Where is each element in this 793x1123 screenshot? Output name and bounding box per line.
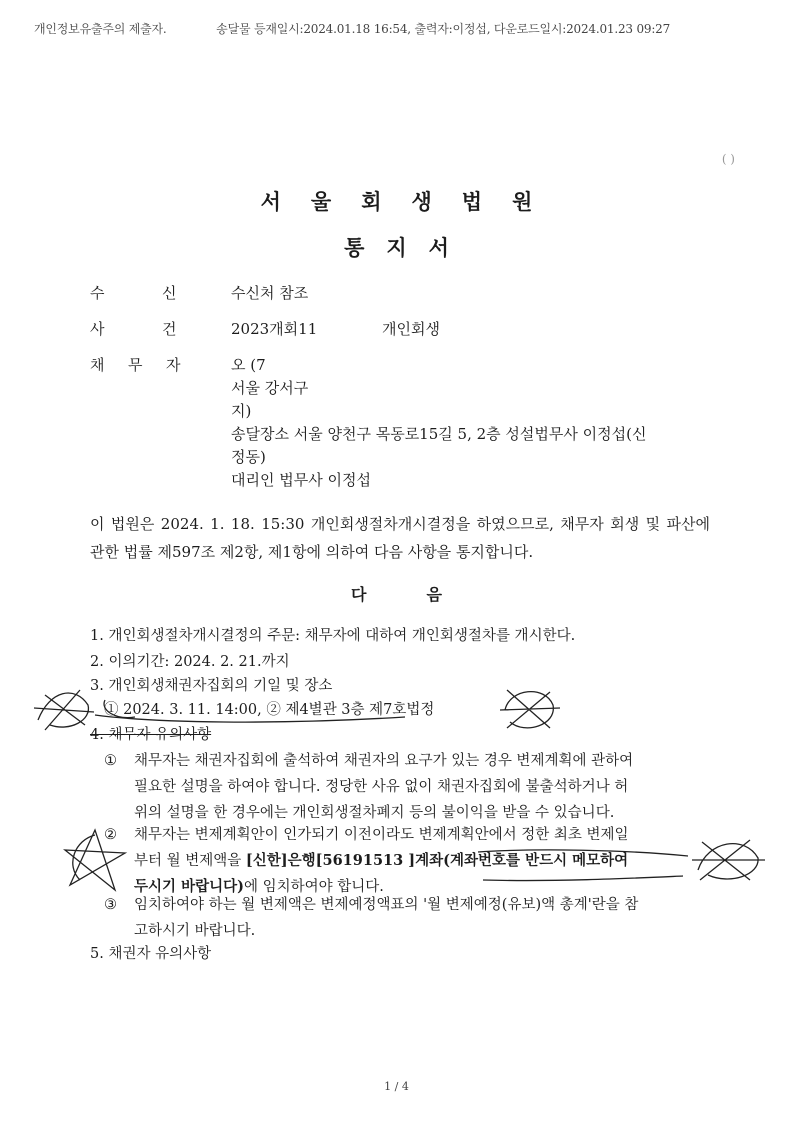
- text-span: 에 임치하여야 합니다.: [243, 879, 384, 895]
- label-char: 신: [162, 284, 177, 302]
- item-4-1-line: 채무자는 채권자집회에 출석하여 채권자의 요구가 있는 경우 변제계획에 관하여: [134, 753, 634, 769]
- case-type: 개인회생: [382, 320, 440, 338]
- star-doodle-lower-left: [60, 825, 130, 900]
- page-number: 1 / 4: [384, 1080, 409, 1093]
- item-3: 3. 개인회생채권자집회의 기일 및 장소: [90, 678, 333, 694]
- case-number: 2023개회11: [231, 320, 318, 338]
- recipient-label: [90, 282, 200, 305]
- star-doodle-lower-right: [690, 830, 770, 890]
- print-header: [34, 20, 773, 37]
- item-4: 4. 채무자 유의사항: [90, 727, 212, 743]
- item-number: ②: [104, 827, 117, 843]
- debtor-name: 오 (7: [231, 356, 266, 374]
- recipient-value: 수신처 참조: [231, 284, 309, 302]
- debtor-value: [231, 354, 701, 492]
- label-char: 무: [128, 356, 143, 374]
- item-4-2-line: 채무자는 변제계획안이 인가되기 이전이라도 변제계획안에서 정한 최초 변제일: [134, 827, 629, 843]
- header-warning: 개인정보유출주의 제출자.: [34, 22, 167, 36]
- item-number: ③: [104, 897, 117, 913]
- item-1: 1. 개인회생절차개시결정의 주문: 채무자에 대하여 개인회생절차를 개시한다.: [90, 628, 576, 644]
- account-note: 두시기 바랍니다): [134, 878, 244, 895]
- delivery-place-1: 송달장소 서울 양천구 목동로15길 5, 2층 성설법무사 이정섭(신: [231, 425, 647, 443]
- item-4-3-line: 고하시기 바랍니다.: [134, 923, 256, 939]
- case-value: [231, 318, 701, 341]
- debtor-label: [90, 354, 200, 377]
- debtor-address-2: 지): [231, 402, 252, 420]
- underline-account: [478, 830, 698, 890]
- agent: 대리인 법무사 이정섭: [231, 471, 371, 489]
- court-name: 서울회생법원: [260, 190, 563, 214]
- underline-scribble: [95, 695, 415, 735]
- header-metadata: 송달물 등재일시:2024.01.18 16:54, 출력자:이정섭, 다운로드일시:2024.01.23 09:27: [216, 22, 671, 36]
- text-span: 부터 월 변제액을: [134, 853, 246, 869]
- item-4-3-line: 임치하여야 하는 월 변제액은 변제예정액표의 '월 변제예정(유보)액 총계'란을 참: [134, 897, 639, 913]
- section-heading: 다음: [351, 585, 502, 604]
- item-number: ①: [104, 753, 117, 769]
- label-char: 사: [90, 320, 105, 338]
- label-char: 수: [90, 284, 105, 302]
- star-doodle-right: [495, 680, 565, 740]
- item-4-1-line: 필요한 설명을 하여야 합니다. 정당한 사유 없이 채권자집회에 불출석하거나 허: [134, 779, 629, 795]
- debtor-address-1: 서울 강서구: [231, 379, 309, 397]
- label-char: 자: [166, 356, 181, 374]
- item-4-1-line: 위의 설명을 한 경우에는 개인회생절차폐지 등의 불이익을 받을 수 있습니다.: [134, 805, 615, 821]
- corner-mark: ( ): [721, 152, 735, 166]
- label-char: 채: [90, 356, 105, 374]
- star-doodle-left: [30, 680, 100, 740]
- notice-body: 이 법원은 2024. 1. 18. 15:30 개인회생절차개시결정을 하였으므로, 채무자 회생 및 파산에 관한 법률 제597조 제2항, 제1항에 의하여 다음 사항을 통지합니다.: [90, 515, 710, 561]
- item-3-detail: ① 2024. 3. 11. 14:00, ② 제4별관 3층 제7호법정: [104, 702, 435, 718]
- case-label: [90, 318, 200, 341]
- item-2: 2. 이의기간: 2024. 2. 21.까지: [90, 654, 290, 670]
- document-title: 통지서: [344, 236, 471, 260]
- account-info: [신한]은행[56191513 ]계좌(계좌번호를 반드시 메모하여: [245, 852, 629, 869]
- label-char: 건: [162, 320, 177, 338]
- item-5: 5. 채권자 유의사항: [90, 946, 212, 962]
- delivery-place-2: 정동): [231, 448, 266, 466]
